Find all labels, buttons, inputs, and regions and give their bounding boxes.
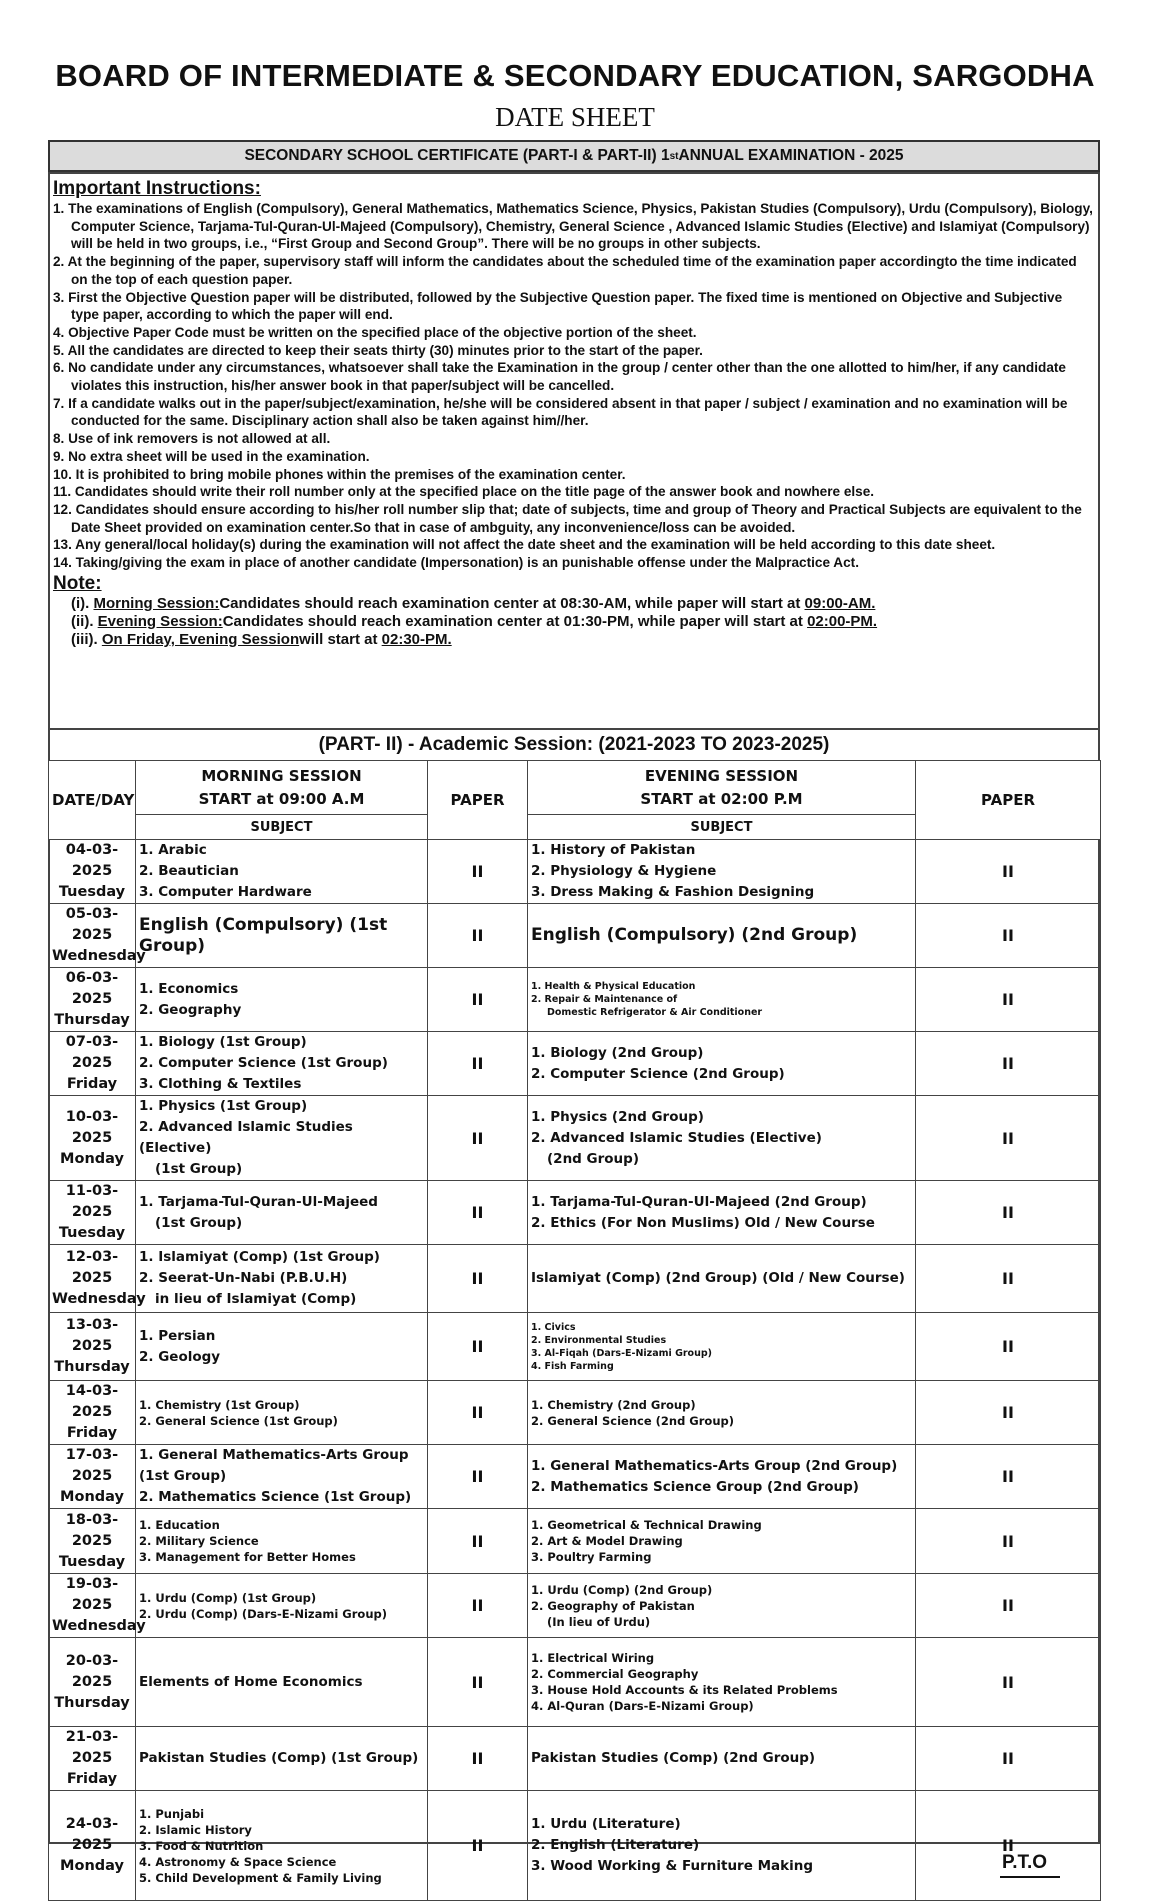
subject-line: 2. Advanced Islamic Studies (Elective) xyxy=(531,1129,822,1146)
subject-line: 1. Geometrical & Technical Drawing xyxy=(531,1518,762,1532)
evening-paper-cell: II xyxy=(916,1509,1101,1574)
date-day-cell xyxy=(49,840,136,904)
subject-line: 1. Biology (2nd Group) xyxy=(531,1044,704,1061)
subject-line: 2. Seerat-Un-Nabi (P.B.U.H) xyxy=(139,1270,348,1286)
day-text: Tuesday xyxy=(58,884,126,900)
date-text: 18-03-2025 xyxy=(65,1511,119,1549)
subject-line: 2. Geography of Pakistan xyxy=(531,1598,695,1613)
evening-paper-cell: II xyxy=(916,968,1101,1032)
subject-line: 1. Chemistry (2nd Group) xyxy=(531,1397,696,1412)
morning-subject-cell xyxy=(136,904,428,968)
evening-paper-cell: II xyxy=(916,1096,1101,1181)
date-day-cell xyxy=(49,1791,136,1901)
morning-subject-cell xyxy=(136,1574,428,1638)
instruction-item: 5. All the candidates are directed to keep their seats thirty (30) minutes prior to the start of the paper. xyxy=(53,342,703,358)
table-row xyxy=(49,1638,1101,1727)
date-day-cell xyxy=(49,1381,136,1445)
evening-subject-cell xyxy=(528,904,916,968)
subject-line: 1. Physics (2nd Group) xyxy=(531,1108,704,1125)
table-row xyxy=(49,1509,1101,1574)
date-day-cell xyxy=(49,1574,146,1638)
note-text: will start at xyxy=(299,630,382,648)
note-list xyxy=(53,595,1093,649)
morning-subject-cell xyxy=(136,1791,428,1901)
subject-line: 2. Islamic History xyxy=(139,1822,252,1837)
instruction-item: 13. Any general/local holiday(s) during the examination will not affect the date sheet and the examination will be held according to this date sheet. xyxy=(53,537,996,553)
subject-line: 1. Tarjama-Tul-Quran-Ul-Majeed xyxy=(139,1193,378,1210)
subject-line: 4. Fish Farming xyxy=(531,1360,614,1372)
note-time: 09:00-AM. xyxy=(804,594,876,612)
date-day-cell xyxy=(49,1313,136,1381)
evening-subject-cell xyxy=(528,968,916,1032)
day-text: Friday xyxy=(66,1076,118,1092)
date-day-cell xyxy=(49,1638,136,1727)
subject-line: 3. Wood Working & Furniture Making xyxy=(531,1858,813,1874)
instructions-section xyxy=(53,178,1093,649)
morning-subject-cell xyxy=(136,1381,428,1445)
subject-line: 2. General Science (1st Group) xyxy=(139,1413,338,1428)
part-title: (PART- II) - Academic Session: (2021-2023 TO 2023-2025) xyxy=(48,728,1100,760)
sheet-title: DATE SHEET xyxy=(495,102,655,132)
subject-line: 2. Military Science xyxy=(139,1534,259,1548)
day-text: Tuesday xyxy=(58,1225,126,1241)
day-text: Friday xyxy=(66,1425,118,1441)
instruction-item: 9. No extra sheet will be used in the examination. xyxy=(53,448,370,464)
morning-subject-cell xyxy=(136,840,428,904)
note-label: Morning Session: xyxy=(93,594,220,612)
date-text: 17-03-2025 xyxy=(65,1447,119,1484)
subject-line: 2. Urdu (Comp) (Dars-E-Nizami Group) xyxy=(139,1606,387,1621)
date-day-cell xyxy=(49,968,136,1032)
header-evening-line2: START at 02:00 P.M xyxy=(640,789,803,808)
subject-line: 3. House Hold Accounts & its Related Problems xyxy=(531,1683,838,1697)
note-heading: Note: xyxy=(53,572,102,594)
subject-line: 2. Beautician xyxy=(139,863,239,879)
subject-line: 2. English (Literature) xyxy=(531,1837,700,1853)
morning-subject-cell xyxy=(136,1727,428,1791)
subject-line: 1. Urdu (Comp) (2nd Group) xyxy=(531,1582,713,1597)
table-row xyxy=(49,1313,1101,1381)
morning-paper-cell: II xyxy=(428,1313,528,1381)
table-row xyxy=(49,1574,1101,1638)
date-day-cell xyxy=(49,1245,146,1313)
subject-line: 2. General Science (2nd Group) xyxy=(531,1413,734,1428)
morning-paper-cell: II xyxy=(428,1032,528,1096)
pto-underline xyxy=(1000,1876,1060,1878)
subject-line: 1. Urdu (Comp) (1st Group) xyxy=(139,1590,317,1605)
table-row xyxy=(49,1445,1101,1509)
morning-subject-cell xyxy=(136,1638,428,1727)
date-day-cell xyxy=(49,1445,136,1509)
table-row xyxy=(49,968,1101,1032)
table-row xyxy=(49,1096,1101,1181)
instruction-item: 14. Taking/giving the exam in place of another candidate (Impersonation) is an punishable offense under the Malpractice Act. xyxy=(53,555,859,571)
day-text: Thursday xyxy=(54,1012,130,1028)
table-row xyxy=(49,1791,1101,1901)
subject-line: 3. Clothing & Textiles xyxy=(139,1076,302,1092)
subject-line: 2. Commercial Geography xyxy=(531,1667,699,1681)
subject-line: 3. Management for Better Homes xyxy=(139,1550,356,1564)
subject-line: 1. Arabic xyxy=(139,842,207,858)
subject-line: 2. Computer Science (2nd Group) xyxy=(531,1065,785,1082)
subject-line: 5. Child Development & Family Living xyxy=(139,1870,382,1885)
subject-line: 1. Tarjama-Tul-Quran-Ul-Majeed (2nd Group) xyxy=(531,1193,867,1210)
note-line xyxy=(53,595,1093,613)
table-row xyxy=(49,840,1101,904)
subject-line: 1. Urdu (Literature) xyxy=(531,1816,681,1832)
morning-paper-cell: II xyxy=(428,1509,528,1574)
note-text: Candidates should reach examination center at 08:30-AM, while paper will start at xyxy=(219,594,805,612)
subject-line: 3. Al-Fiqah (Dars-E-Nizami Group) xyxy=(531,1347,712,1359)
header-morning-line1: MORNING SESSION xyxy=(201,766,362,785)
subject-line: 3. Food & Nutrition xyxy=(139,1838,264,1853)
table-row xyxy=(49,1181,1101,1245)
date-text: 05-03-2025 xyxy=(65,906,119,943)
morning-paper-cell: II xyxy=(428,1181,528,1245)
header-paper-morning: PAPER xyxy=(428,761,528,840)
table-row xyxy=(49,1381,1101,1445)
morning-paper-cell: II xyxy=(428,1381,528,1445)
note-number: (ii). xyxy=(71,612,94,630)
instruction-item: 3. First the Objective Question paper will be distributed, followed by the Subjective Question paper. The fixed time is mentioned on Objective and Subjective type paper, according to which the paper will end. xyxy=(53,289,1063,323)
date-day-cell xyxy=(49,1181,136,1245)
header-paper-evening: PAPER xyxy=(916,761,1101,840)
header-morning-session xyxy=(136,761,428,815)
table-row xyxy=(49,1245,1101,1313)
note-line xyxy=(53,613,1093,631)
header-evening-session xyxy=(528,761,916,815)
note-label: Evening Session: xyxy=(97,612,223,630)
date-day-cell xyxy=(49,1727,136,1791)
subject-line: 4. Astronomy & Space Science xyxy=(139,1854,337,1869)
subject-line: 1. Electrical Wiring xyxy=(531,1651,655,1665)
instruction-item: 12. Candidates should ensure according to his/her roll number slip that; date of subjects, time and group of Theory and Practical Subjects are equivalent to the Date Sheet provided on examination center.So that in case of ambguity, any inconvenience/loss can be avoided. xyxy=(53,501,1082,535)
subject-line: English (Compulsory) (1st Group) xyxy=(139,914,388,956)
header-subject-morning: SUBJECT xyxy=(136,815,428,840)
subject-line: 1. General Mathematics-Arts Group (1st Group) xyxy=(139,1447,409,1484)
evening-subject-cell xyxy=(528,1096,916,1181)
date-day-cell xyxy=(49,1509,136,1574)
morning-paper-cell: II xyxy=(428,1574,528,1638)
date-sheet-body xyxy=(49,840,1101,1901)
evening-paper-cell: II xyxy=(916,1181,1101,1245)
subject-line: 1. Chemistry (1st Group) xyxy=(139,1397,300,1412)
subject-line: 1. General Mathematics-Arts Group (2nd Group) xyxy=(531,1457,898,1474)
subject-line: 3. Dress Making & Fashion Designing xyxy=(531,884,815,900)
morning-paper-cell: II xyxy=(428,1445,528,1509)
subject-line: 2. Art & Model Drawing xyxy=(531,1534,683,1548)
morning-subject-cell xyxy=(136,1445,428,1509)
instruction-item: 1. The examinations of English (Compulsory), General Mathematics, Mathematics Science, Physics, Pakistan Studies (Compulsory), Urdu (Compulsory), Biology, Computer Science, Tarjama-Tul-Quran-Ul-Majeed (Compulsory), Chemistry, General Science , Advanced Islamic Studies (Elective) and Islamiyat (Compulsory) will be held in two groups, i.e., “First Group and Second Group”. There will be no groups in other subjects. xyxy=(53,201,1093,252)
note-number: (iii). xyxy=(71,630,98,648)
date-text: 10-03-2025 xyxy=(65,1108,119,1146)
morning-subject-cell xyxy=(136,1313,428,1381)
subject-line: 2. Geology xyxy=(139,1348,221,1365)
instructions-list xyxy=(53,200,1093,572)
evening-paper-cell: II xyxy=(916,1727,1101,1791)
subject-line: English (Compulsory) (2nd Group) xyxy=(531,925,858,945)
subject-line: 2. Mathematics Science Group (2nd Group) xyxy=(531,1478,859,1495)
header-date-day: DATE/DAY xyxy=(49,761,136,840)
table-row xyxy=(49,904,1101,968)
subject-line: 1. Physics (1st Group) xyxy=(139,1098,308,1114)
date-text: 24-03-2025 xyxy=(65,1816,119,1853)
evening-paper-cell: II xyxy=(916,1791,1101,1901)
evening-subject-cell xyxy=(528,1727,916,1791)
evening-paper-cell: II xyxy=(916,1638,1101,1727)
morning-paper-cell: II xyxy=(428,1638,528,1727)
morning-subject-cell xyxy=(136,968,428,1032)
evening-paper-cell: II xyxy=(916,904,1101,968)
date-text: 20-03-2025 xyxy=(65,1652,119,1690)
morning-paper-cell: II xyxy=(428,1096,528,1181)
note-number: (i). xyxy=(71,594,90,612)
date-sheet-table xyxy=(48,760,1101,1901)
morning-subject-cell xyxy=(136,1032,428,1096)
evening-paper-cell: II xyxy=(916,1245,1101,1313)
evening-subject-cell xyxy=(528,1509,916,1574)
morning-paper-cell: II xyxy=(428,840,528,904)
subject-line: (In lieu of Urdu) xyxy=(547,1614,651,1629)
exam-title-post: ANNUAL EXAMINATION - 2025 xyxy=(678,147,904,164)
evening-paper-cell: II xyxy=(916,1032,1101,1096)
day-text: Wednesday xyxy=(52,1618,146,1634)
table-row xyxy=(49,1727,1101,1791)
subject-line: 2. Physiology & Hygiene xyxy=(531,863,717,879)
evening-subject-cell xyxy=(528,1445,916,1509)
header-evening-line1: EVENING SESSION xyxy=(644,766,799,785)
morning-paper-cell: II xyxy=(428,1791,528,1901)
morning-subject-cell xyxy=(136,1245,428,1313)
subject-line: 2. Repair & Maintenance of xyxy=(531,994,678,1005)
board-title: BOARD OF INTERMEDIATE & SECONDARY EDUCATION, SARGODHA xyxy=(55,58,1095,93)
exam-title-sup: st xyxy=(669,150,679,162)
morning-subject-cell xyxy=(136,1509,428,1574)
subject-line: 2. Environmental Studies xyxy=(531,1334,667,1346)
subject-line: 2. Ethics (For Non Muslims) Old / New Course xyxy=(531,1214,875,1231)
subject-line: (2nd Group) xyxy=(547,1150,639,1167)
subject-line: 2. Geography xyxy=(139,1001,242,1018)
day-text: Wednesday xyxy=(52,1291,146,1307)
date-text: 14-03-2025 xyxy=(65,1383,119,1420)
subject-line: (1st Group) xyxy=(155,1214,243,1231)
day-text: Monday xyxy=(60,1150,124,1167)
subject-line: 1. Islamiyat (Comp) (1st Group) xyxy=(139,1249,380,1265)
subject-line: 1. Education xyxy=(139,1518,220,1532)
morning-subject-cell xyxy=(136,1181,428,1245)
subject-line: 2. Advanced Islamic Studies (Elective) xyxy=(139,1119,353,1156)
exam-title-pre: SECONDARY SCHOOL CERTIFICATE (PART-I & PART-II) 1 xyxy=(244,147,670,164)
pto-label: P.T.O xyxy=(1002,1852,1048,1873)
note-line xyxy=(53,631,1093,649)
evening-paper-cell: II xyxy=(916,1574,1101,1638)
subject-line: Pakistan Studies (Comp) (1st Group) xyxy=(139,1750,419,1766)
day-text: Thursday xyxy=(54,1694,130,1711)
subject-line: 1. Biology (1st Group) xyxy=(139,1034,307,1050)
subject-line: 1. Civics xyxy=(531,1321,576,1333)
instruction-item: 2. At the beginning of the paper, supervisory staff will inform the candidates about the scheduled time of the examination paper accordingto the time indicated on the top of each question paper. xyxy=(53,254,1077,287)
date-text: 04-03-2025 xyxy=(65,842,119,879)
date-text: 13-03-2025 xyxy=(65,1317,119,1354)
day-text: Friday xyxy=(66,1771,118,1787)
evening-subject-cell xyxy=(528,1181,916,1245)
date-day-cell xyxy=(49,904,146,968)
subject-line: in lieu of Islamiyat (Comp) xyxy=(155,1291,357,1307)
day-text: Tuesday xyxy=(58,1553,126,1570)
day-text: Wednesday xyxy=(52,948,146,964)
subject-line: 1. Persian xyxy=(139,1327,216,1344)
evening-paper-cell: II xyxy=(916,1445,1101,1509)
subject-line: 2. Mathematics Science (1st Group) xyxy=(139,1489,412,1505)
date-text: 11-03-2025 xyxy=(65,1183,119,1220)
header-morning-line2: START at 09:00 A.M xyxy=(198,789,365,808)
date-text: 21-03-2025 xyxy=(65,1729,119,1766)
evening-subject-cell xyxy=(528,1313,916,1381)
date-text: 07-03-2025 xyxy=(65,1034,119,1071)
subject-line: 1. Health & Physical Education xyxy=(531,981,696,992)
instruction-item: 11. Candidates should write their roll number only at the specified place on the title page of the answer book and nowhere else. xyxy=(53,484,875,500)
instruction-item: 6. No candidate under any circumstances, whatsoever shall take the Examination in the group / center other than the one allotted to him/her, if any candidate violates this instruction, his/her answer book in that paper/subject will be cancelled. xyxy=(53,360,1066,394)
instructions-heading: Important Instructions: xyxy=(53,178,261,199)
date-text: 06-03-2025 xyxy=(65,970,119,1007)
day-text: Monday xyxy=(60,1858,124,1874)
header-subject-evening: SUBJECT xyxy=(528,815,916,840)
subject-line: Domestic Refrigerator & Air Conditioner xyxy=(547,1007,763,1018)
evening-subject-cell xyxy=(528,1791,916,1901)
note-time: 02:00-PM. xyxy=(807,612,878,630)
morning-paper-cell: II xyxy=(428,968,528,1032)
subject-line: 1. Punjabi xyxy=(139,1806,205,1821)
evening-subject-cell xyxy=(528,1381,916,1445)
subject-line: (1st Group) xyxy=(155,1161,243,1177)
subject-line: Elements of Home Economics xyxy=(139,1673,363,1690)
date-day-cell xyxy=(49,1032,136,1096)
day-text: Monday xyxy=(60,1489,124,1505)
morning-paper-cell: II xyxy=(428,904,528,968)
subject-line: Pakistan Studies (Comp) (2nd Group) xyxy=(531,1750,816,1766)
morning-paper-cell: II xyxy=(428,1245,528,1313)
evening-subject-cell xyxy=(528,1032,916,1096)
note-text: Candidates should reach examination center at 01:30-PM, while paper will start at xyxy=(222,612,808,630)
date-text: 12-03-2025 xyxy=(65,1249,119,1286)
instruction-item: 8. Use of ink removers is not allowed at all. xyxy=(53,431,331,447)
subject-line: 3. Computer Hardware xyxy=(139,884,312,900)
subject-line: 1. History of Pakistan xyxy=(531,842,696,858)
morning-subject-cell xyxy=(136,1096,428,1181)
instruction-item: 10. It is prohibited to bring mobile phones within the premises of the examination center. xyxy=(53,466,626,482)
subject-line: 4. Al-Quran (Dars-E-Nizami Group) xyxy=(531,1699,754,1713)
evening-paper-cell: II xyxy=(916,1381,1101,1445)
day-text: Thursday xyxy=(54,1359,130,1375)
evening-subject-cell xyxy=(528,1574,916,1638)
instruction-item: 7. If a candidate walks out in the paper/subject/examination, he/she will be considered absent in that paper / subject / examination and no examination will be conducted for the same. Disciplinary action shall also be taken against him//her. xyxy=(53,395,1068,429)
evening-subject-cell xyxy=(528,1245,916,1313)
exam-title-box xyxy=(48,140,1100,172)
date-text: 19-03-2025 xyxy=(65,1576,119,1613)
note-label: On Friday, Evening Session xyxy=(101,630,300,648)
subject-line: 2. Computer Science (1st Group) xyxy=(139,1055,388,1071)
subject-line: Islamiyat (Comp) (2nd Group) (Old / New Course) xyxy=(531,1270,905,1286)
evening-subject-cell xyxy=(528,840,916,904)
evening-paper-cell: II xyxy=(916,840,1101,904)
morning-paper-cell: II xyxy=(428,1727,528,1791)
subject-line: 1. Economics xyxy=(139,980,239,997)
table-row xyxy=(49,1032,1101,1096)
instruction-item: 4. Objective Paper Code must be written on the specified place of the objective portion of the sheet. xyxy=(53,324,697,340)
subject-line: 3. Poultry Farming xyxy=(531,1550,652,1564)
note-time: 02:30-PM. xyxy=(381,630,452,648)
date-day-cell xyxy=(49,1096,136,1181)
evening-paper-cell: II xyxy=(916,1313,1101,1381)
evening-subject-cell xyxy=(528,1638,916,1727)
